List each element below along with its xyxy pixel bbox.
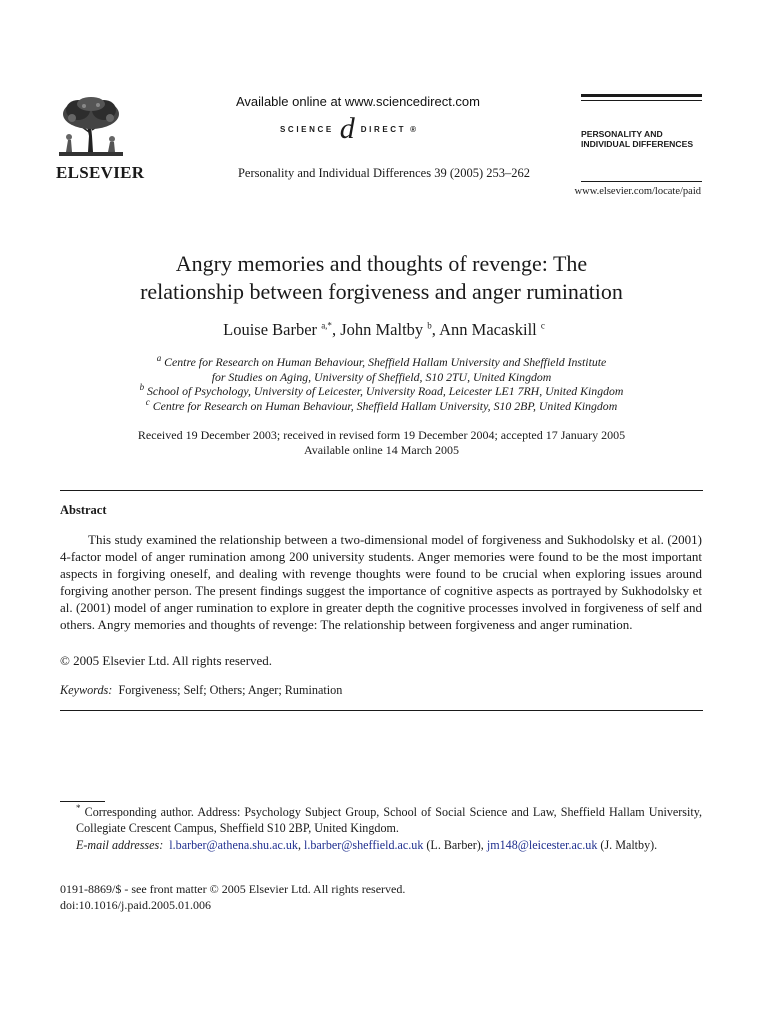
email-label: E-mail addresses:	[76, 837, 164, 852]
affiliation-text: School of Psychology, University of Leicester, University Road, Leicester LE1 7RH, United Kingdom	[147, 384, 624, 398]
author-name: Louise Barber	[223, 320, 318, 339]
affiliations	[60, 355, 703, 413]
received-dates: Received 19 December 2003; received in revised form 19 December 2004; accepted 17 January 2005	[137, 428, 626, 442]
author-affiliation-mark[interactable]: c	[540, 320, 545, 331]
journal-url-link[interactable]: www.elsevier.com/locate/paid	[574, 186, 701, 197]
email-owner: (L. Barber),	[423, 837, 487, 852]
keywords	[60, 683, 342, 698]
author-affiliation-mark[interactable]: b	[427, 320, 432, 331]
affiliation-item	[60, 396, 703, 414]
author-name: Ann Macaskill	[439, 320, 537, 339]
journal-rule-top	[581, 94, 702, 97]
affiliation-mark: a	[156, 353, 162, 364]
elsevier-tree-logo-icon	[58, 96, 124, 158]
abstract-heading: Abstract	[60, 503, 107, 517]
footnote-mark: *	[76, 802, 81, 813]
affiliation-text: Centre for Research on Human Behaviour, Sheffield Hallam University, S10 2BP, United Kingdom	[152, 398, 618, 413]
abstract-paragraph: This study examined the relationship between a two-dimensional model of forgiveness and Sukhodolsky et al. (2001) 4-factor model of anger rumination among 200 university students. Anger memories were found to be the most important aspects in forgiving oneself, and dealing with revenge thoughts were found to be crucial when exploring issues around forgiving another person. The present findings suggest the importance of cognitive aspects as portrayed by Sukhodolsky et al. (2001) model of anger rumination to explore in greater depth the cognitive processes involved in forgiveness of self and others. Angry memories and thoughts of revenge: The relationship between forgiveness and anger rumination.	[60, 532, 702, 632]
journal-rule-bottom	[581, 181, 702, 182]
issn-line: 0191-8869/$ - see front matter © 2005 Elsevier Ltd. All rights reserved.	[60, 882, 406, 896]
corresponding-author-footnote	[60, 804, 702, 853]
author-list: Louise Barber $^{a,*}$, John Maltby $^b$, Ann Macaskill $^c$	[223, 320, 545, 339]
keywords-list: Forgiveness; Self; Others; Anger; Rumination	[118, 683, 343, 697]
publisher-name: ELSEVIER	[56, 163, 145, 182]
available-online-date: Available online 14 March 2005	[303, 442, 460, 457]
email-link[interactable]: jm148@leicester.ac.uk	[486, 837, 598, 852]
keywords-label: Keywords:	[60, 683, 113, 697]
article-history	[60, 428, 703, 457]
journal-rule-thin	[581, 100, 702, 101]
title-line1: Angry memories and thoughts of revenge: The	[175, 251, 588, 276]
sciencedirect-at-icon: d	[339, 112, 355, 145]
journal-name-line1: PERSONALITY AND	[581, 129, 663, 139]
abstract-bottom-rule	[60, 710, 703, 711]
affiliation-item	[60, 384, 703, 399]
email-link[interactable]: l.barber@sheffield.ac.uk	[304, 837, 424, 852]
email-link[interactable]: l.barber@athena.shu.ac.uk	[169, 837, 298, 852]
affiliation-continuation: for Studies on Aging, University of Sheffield, S10 2TU, United Kingdom	[211, 369, 552, 384]
article-title	[60, 250, 703, 306]
author-name: John Maltby	[340, 320, 424, 339]
available-online-banner: Available online at www.sciencedirect.com	[236, 94, 480, 109]
title-line2: relationship between forgiveness and anger rumination	[140, 279, 623, 304]
author-affiliation-mark[interactable]: a,*	[321, 320, 332, 331]
affiliation-mark: c	[145, 396, 150, 407]
journal-citation: Personality and Individual Differences 39 (2005) 253–262	[237, 166, 531, 180]
abstract-body	[60, 531, 702, 633]
affiliation-text: Centre for Research on Human Behaviour, Sheffield Hallam University and Sheffield Institute	[164, 355, 607, 369]
journal-name-line2: INDIVIDUAL DIFFERENCES	[581, 139, 694, 149]
doi-link[interactable]: doi:10.1016/j.paid.2005.01.006	[60, 898, 211, 912]
sciencedirect-right-text: DIRECT	[360, 124, 407, 134]
affiliation-item	[60, 355, 703, 370]
corresponding-author-text: Corresponding author. Address: Psychology Subject Group, School of Social Science and Law, Sheffield Hallam University, Collegiate Crescent Campus, Sheffield S10 2BP, United Kingdom.	[76, 805, 703, 836]
footnote-rule	[60, 801, 105, 802]
affiliation-mark: b	[139, 382, 145, 393]
sciencedirect-logo	[280, 112, 419, 145]
abstract-copyright: © 2005 Elsevier Ltd. All rights reserved.	[60, 653, 273, 668]
sciencedirect-left-text: SCIENCE	[280, 124, 334, 134]
abstract-top-rule	[60, 490, 703, 491]
registered-mark: ®	[410, 124, 419, 134]
email-owner: (J. Maltby).	[597, 837, 658, 852]
journal-name	[581, 129, 693, 149]
email-separator: ,	[297, 837, 304, 852]
